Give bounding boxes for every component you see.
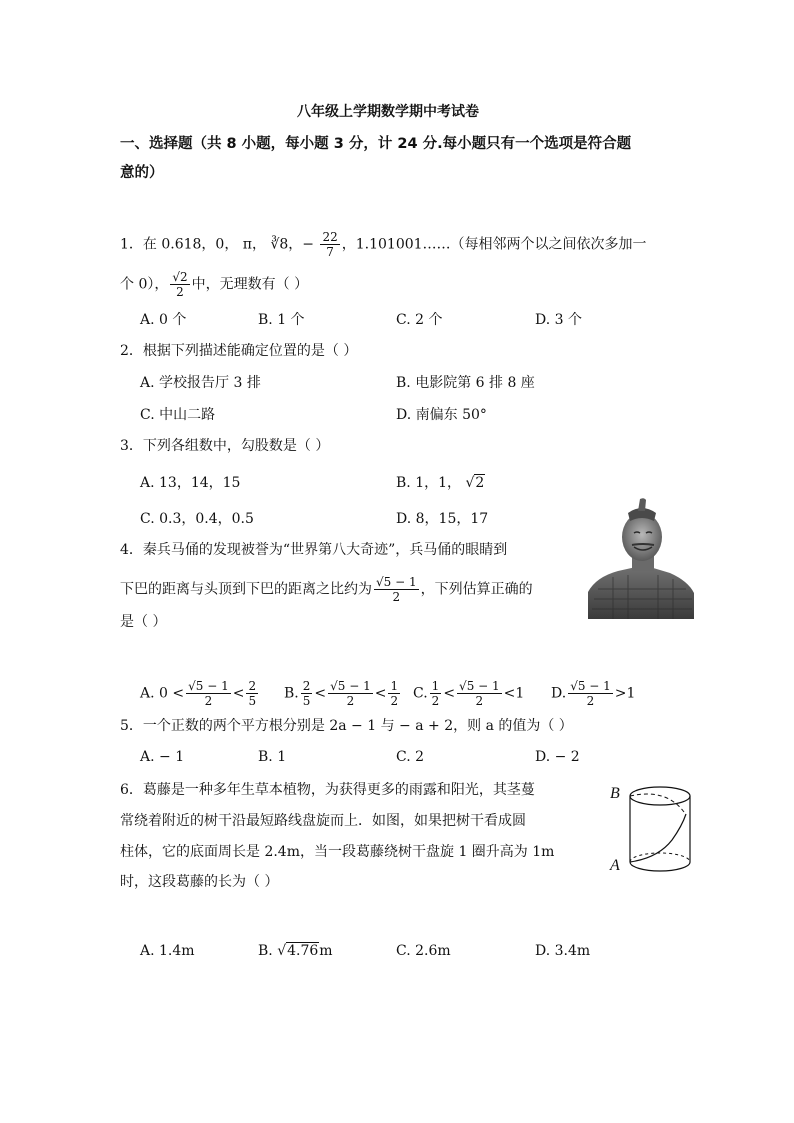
q4-option-b[interactable]: B. $\frac{2}{5}$ < $\frac{√5 - 1}{2}$ < $\frac{1}{2}$ — [284, 679, 399, 708]
question-4-line2: 下巴的距离与头顶到下巴的距离之比约为 $\frac{√5 - 1}{2}$ ，下列估算正确的 — [120, 575, 533, 604]
q6-option-a[interactable]: A. 1.4m — [140, 943, 195, 959]
q6-option-d[interactable]: D. 3.4m — [535, 943, 591, 959]
question-2-stem: 2．根据下列描述能确定位置的是（ ） — [120, 343, 358, 359]
q1-option-a[interactable]: A. 0 个 — [140, 312, 187, 328]
q2-option-d[interactable]: D. 南偏东 50° — [396, 407, 487, 423]
q6-sqrt: √4.76 — [277, 943, 319, 959]
page-title: 八年级上学期数学期中考试卷 — [297, 104, 479, 120]
q1-option-c[interactable]: C. 2 个 — [396, 312, 443, 328]
q4-option-c[interactable]: C. $\frac{1}{2}$ < $\frac{√5 - 1}{2}$ <1 — [413, 679, 525, 708]
terracotta-warrior-image — [588, 497, 694, 619]
q1-option-b[interactable]: B. 1 个 — [258, 312, 305, 328]
q1-text-b: ，− — [288, 236, 319, 253]
q4-ratio-fraction: $\frac{√5 - 1}{2}$ — [376, 575, 417, 604]
q1-text-c: ，1.101001……（每相邻两个以之间依次多加一 — [341, 236, 647, 253]
q6-option-c[interactable]: C. 2.6m — [396, 943, 451, 959]
q1-line2-b: 中，无理数有（ ） — [191, 276, 309, 293]
cylinder-diagram — [606, 778, 702, 878]
q1-option-d[interactable]: D. 3 个 — [535, 312, 582, 328]
q3-option-b[interactable]: B. 1，1， √2 — [396, 475, 485, 491]
q1-text-a: 1．在 0.618，0， π， — [120, 236, 271, 253]
q5-option-a[interactable]: A. − 1 — [140, 749, 185, 765]
q3-sqrt: √2 — [465, 475, 485, 491]
question-6-line4: 时，这段葛藤的长为（ ） — [120, 874, 279, 890]
section-heading-line1: 一、选择题（共 8 小题，每小题 3 分，计 24 分.每小题只有一个选项是符合题 — [120, 136, 632, 152]
question-1-line2 — [120, 270, 308, 299]
question-6-line3: 柱体，它的底面周长是 2.4m，当一段葛藤绕树干盘旋 1 圈升高为 1m — [120, 844, 555, 860]
question-4-line1: 4．秦兵马俑的发现被誉为“世界第八大奇迹”，兵马俑的眼睛到 — [120, 542, 508, 558]
q3-option-a[interactable]: A. 13，14，15 — [140, 475, 241, 491]
section-heading-line2: 意的） — [120, 165, 164, 181]
q2-option-b[interactable]: B. 电影院第 6 排 8 座 — [396, 375, 535, 391]
question-6-line2: 常绕着附近的树干沿最短路线盘旋而上．如图，如果把树干看成圆 — [120, 813, 526, 829]
q4-option-a[interactable]: A. 0 < $\frac{√5 - 1}{2}$ < $\frac{2}{5}$ — [140, 679, 257, 708]
q1-fraction: $\frac{22}{7}$ — [322, 230, 338, 259]
cylinder-label-b: B — [610, 785, 620, 802]
q6-option-b[interactable]: B. √4.76m — [258, 943, 333, 959]
cylinder-label-a: A — [610, 857, 620, 874]
question-6-line1: 6．葛藤是一种多年生草本植物，为获得更多的雨露和阳光，其茎蔓 — [120, 782, 535, 798]
question-1-line1 — [120, 230, 647, 259]
question-3-stem: 3．下列各组数中，勾股数是（ ） — [120, 438, 330, 454]
q2-option-a[interactable]: A. 学校报告厅 3 排 — [140, 375, 261, 391]
q1-line2-a: 个 0）， — [120, 276, 169, 293]
q2-option-c[interactable]: C. 中山二路 — [140, 407, 216, 423]
q1-sqrt2-fraction: $\frac{√2}{2}$ — [172, 270, 188, 299]
q4-option-d[interactable]: D. $\frac{√5 - 1}{2}$ >1 — [551, 679, 636, 708]
q5-option-c[interactable]: C. 2 — [396, 749, 425, 765]
q3-option-d[interactable]: D. 8，15，17 — [396, 511, 489, 527]
question-4-line3: 是（ ） — [120, 614, 167, 630]
q5-option-b[interactable]: B. 1 — [258, 749, 287, 765]
q1-cube-root: ∛8 — [270, 236, 289, 253]
q3-option-c[interactable]: C. 0.3，0.4，0.5 — [140, 511, 254, 527]
q5-option-d[interactable]: D. − 2 — [535, 749, 580, 765]
question-5-stem: 5．一个正数的两个平方根分别是 2a − 1 与 − a + 2，则 a 的值为（ ） — [120, 718, 573, 734]
